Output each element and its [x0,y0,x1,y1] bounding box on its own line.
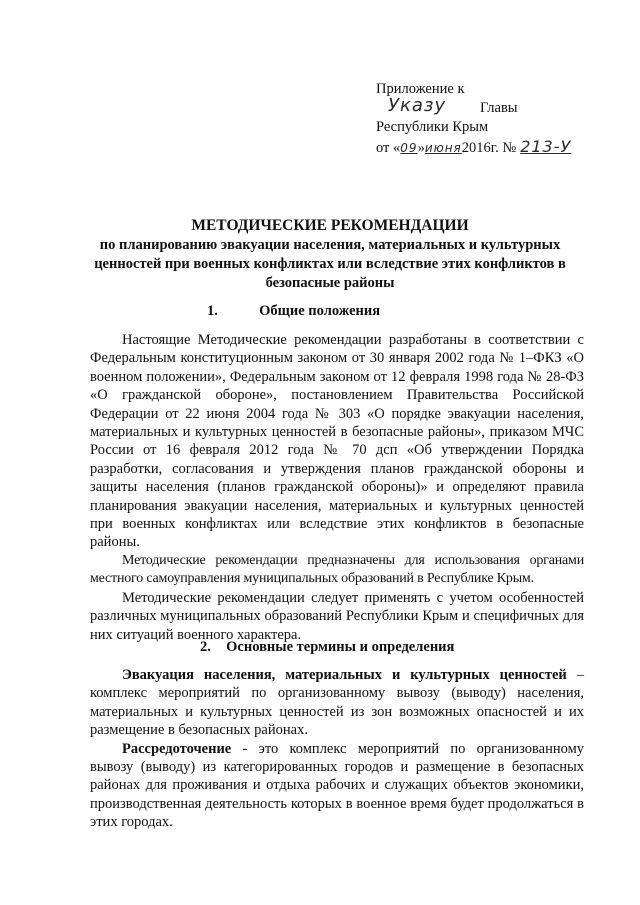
term-evacuation: Эвакуация населения, материальных и культурных ценностей [122,667,567,683]
annex-date-line [376,137,626,156]
section-2-body [90,666,584,832]
annex-line-1: Приложение к [376,81,465,97]
definition-evacuation-text: – комплекс мероприятий по организованному вывозу (выводу) населения, материальных и культурных ценностей из зон возможных опасностей и их размещение в безопасных районах. [90,667,584,739]
section-1-paragraph-1: Настоящие Методические рекомендации разработаны в соответствии с Федеральным конституционным законом от 30 января 2002 года № 1–ФКЗ «О военном положении», Федеральным законом от 12 февраля 1998 года № 28-ФЗ «О гражданской обороне», постановлением Правительства Российской Федерации от 22 июня 2004 года № 303 «О порядке эвакуации населения, материальных и культурных ценностей в безопасные районы», приказом МЧС России от 16 февраля 2012 года № 70 дсп «Об утверждении Порядка разработки, согласования и утверждения планов гражданской обороны и защиты населения (планов гражданской обороны)» и определяют правила планирования эвакуации населения, материальных и культурных ценностей при военных конфликтах или вследствие этих конфликтов в безопасные районы. [90,332,584,551]
section-1-title: Общие положения [259,303,381,319]
handwritten-decree-number: 213-У [520,137,572,156]
handwritten-date-month: июня [424,141,462,155]
section-1-number: 1. [207,303,218,319]
annex-glavy: Главы [480,100,518,116]
annex-date-prefix: от « [376,140,401,156]
definition-evacuation [90,666,584,740]
document-title: МЕТОДИЧЕСКИЕ РЕКОМЕНДАЦИИ [191,217,469,234]
section-2-title: Основные термины и определения [226,639,455,655]
annex-line-3: Республики Крым [376,119,489,135]
annex-date-year: 2016г. № [461,140,517,156]
annex-block [376,80,626,156]
section-2-heading [200,639,454,656]
annex-date-sep: » [417,140,425,156]
definition-dispersal-text: - это комплекс мероприятий по организованному вывозу (выводу) из категорированных городов и размещение в безопасных районах для проживания и отдыха рабочих и служащих объектов экономики, производственная деятельность которых в военное время будет продолжаться в этих городах. [90,740,584,831]
handwritten-ukaz: Указу [388,95,447,116]
section-1-paragraph-3: Методические рекомендации следует применять с учетом особенностей различных муниципальных образований Республики Крым и специфичных для них ситуаций военного характера. [90,589,584,643]
handwritten-date-day: 09 [400,141,418,155]
document-subtitle: по планированию эвакуации населения, материальных и культурных ценностей при военных конфликтах или вследствие этих конфликтов в безопасные районы [94,237,566,291]
annex-line-2 [376,95,626,118]
document-title-block [74,216,586,293]
section-1-paragraph-2: Методические рекомендации предназначены для использования органами местного самоуправления муниципальных образований в Республике Крым. [90,552,584,587]
section-1-body [90,331,584,644]
section-1-heading [207,303,380,320]
section-2-number: 2. [200,639,211,655]
term-dispersal: Рассредоточение [122,740,232,757]
definition-dispersal [90,740,584,832]
